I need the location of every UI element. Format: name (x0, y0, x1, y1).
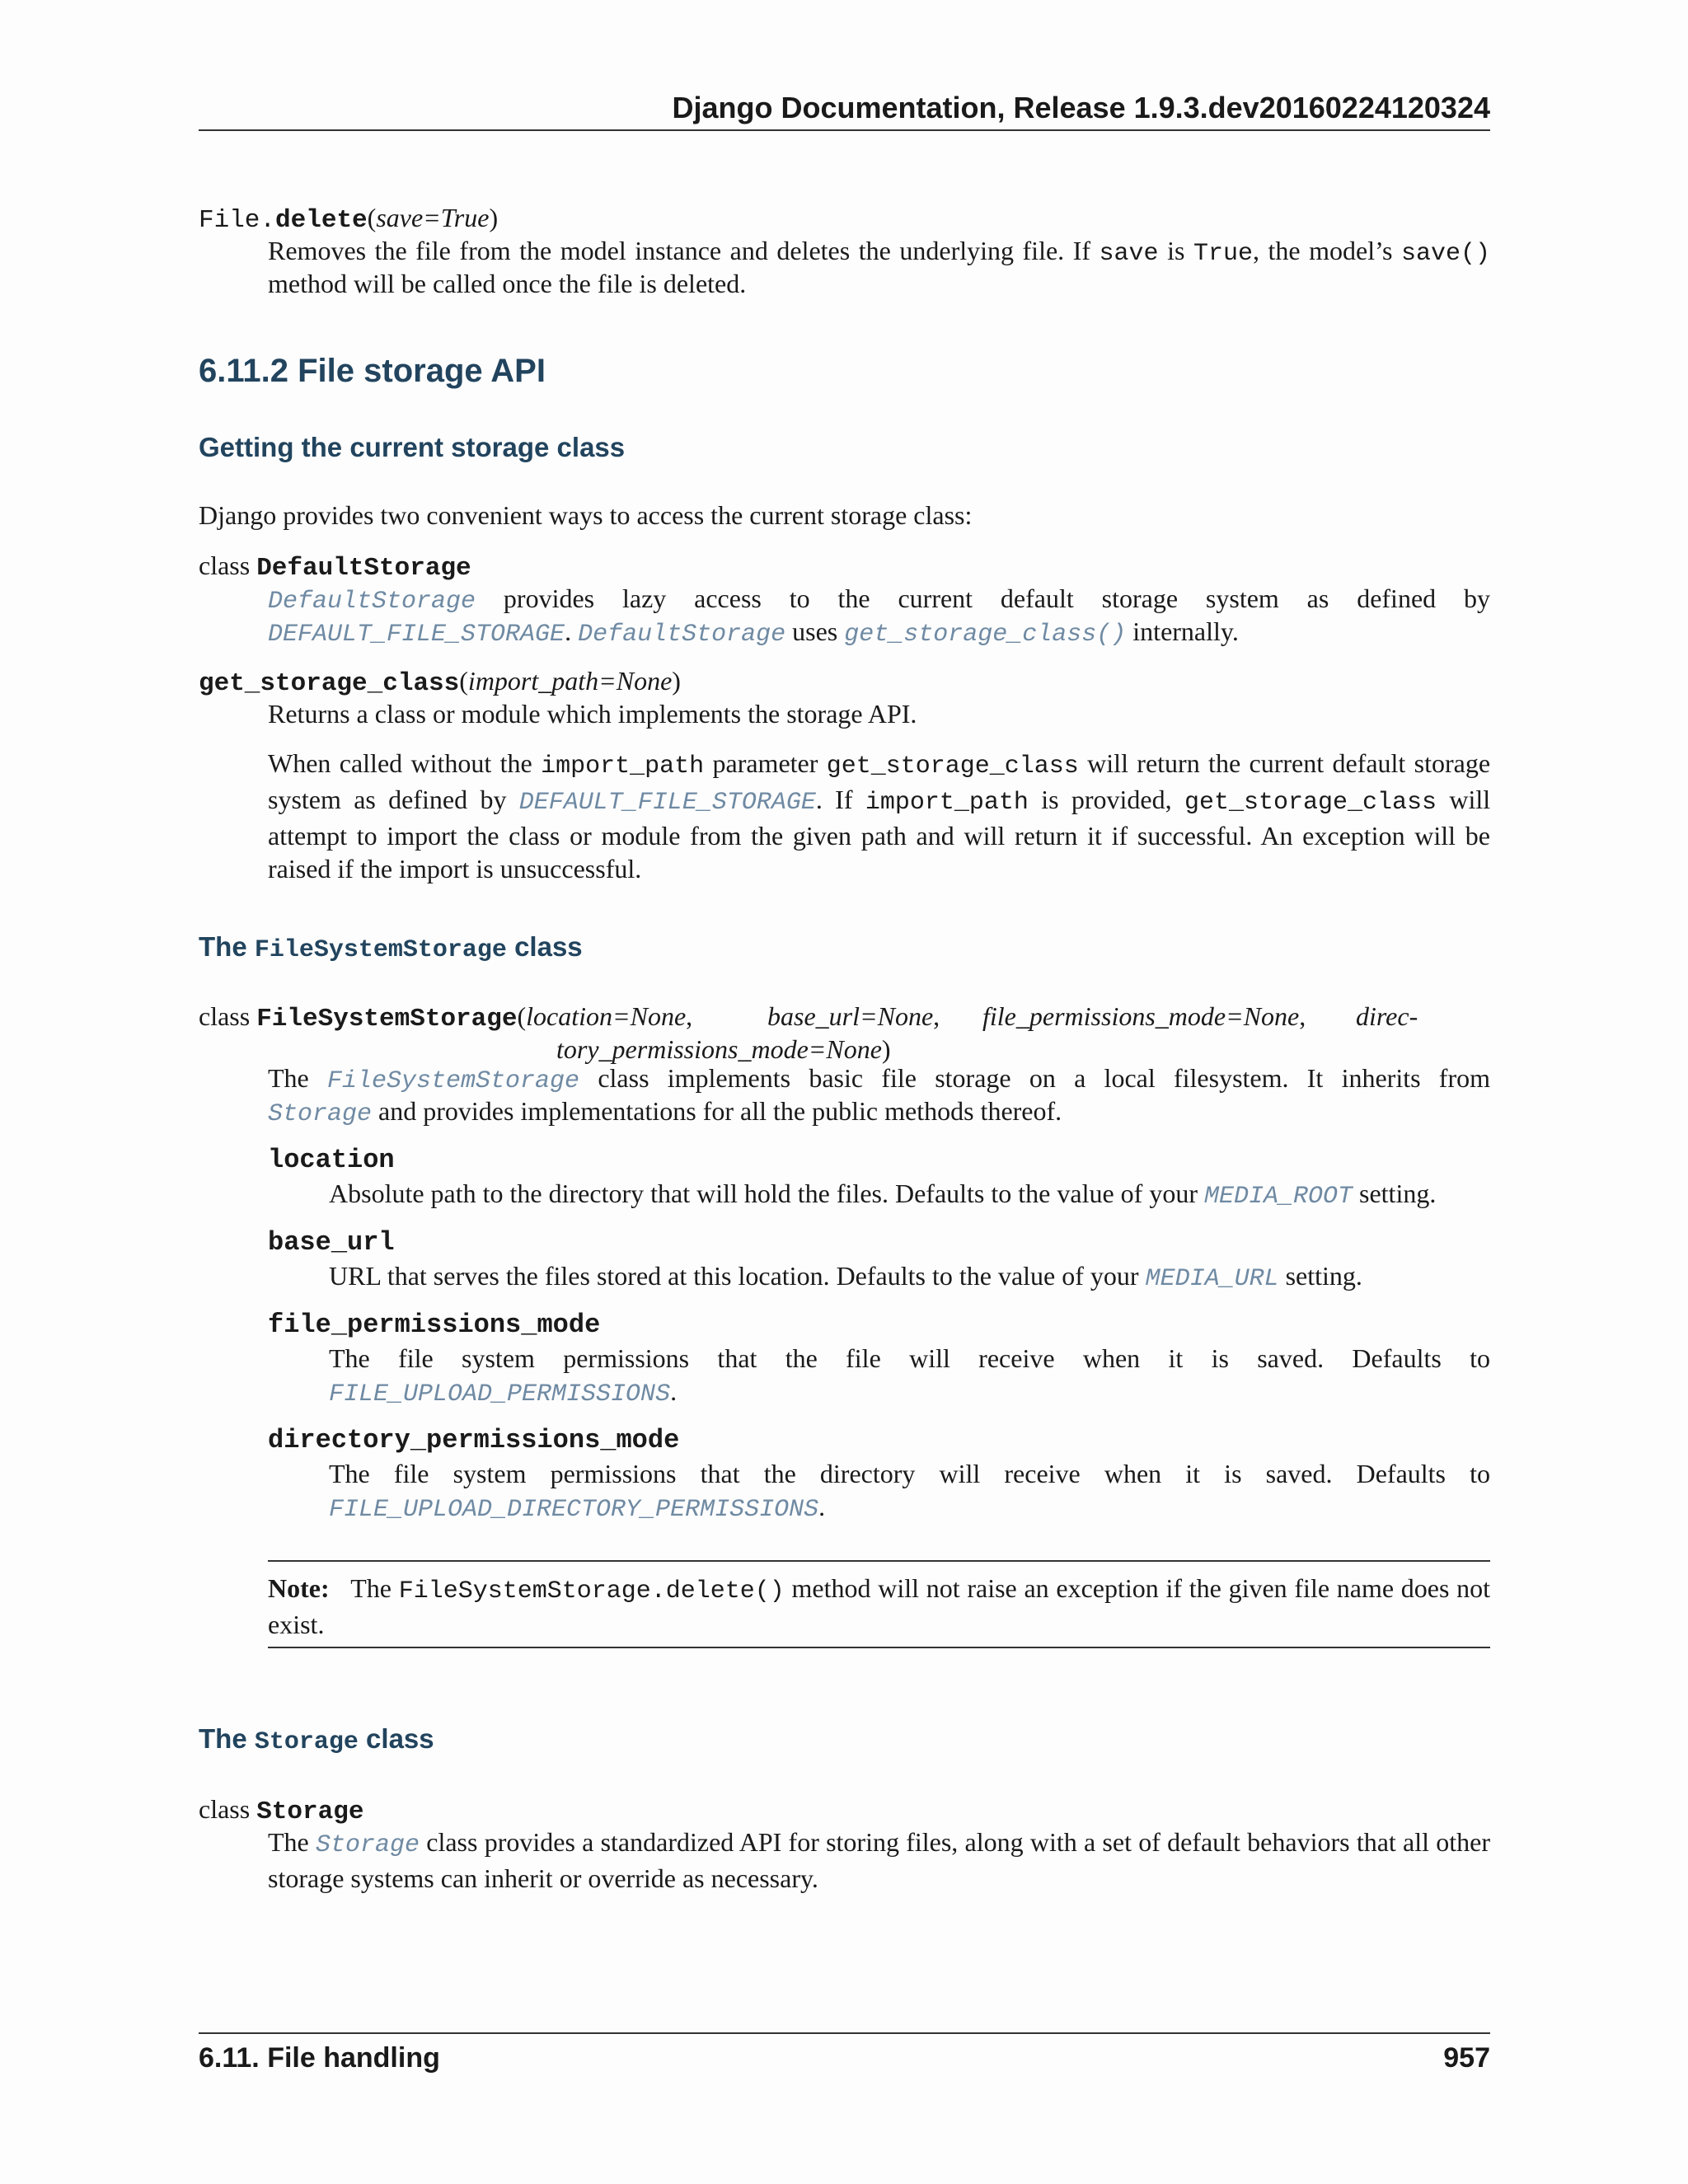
header-rule (199, 129, 1490, 131)
default-storage-description-line2: DEFAULT_FILE_STORAGE. DefaultStorage uses get_storage_class() internally. (268, 616, 1239, 649)
footer-rule (199, 2032, 1490, 2034)
get-storage-class-paragraph: When called without the import_path parameter get_storage_class will return the current default storage system as defined by DEFAULT_FILE_STORAGE. If import_path is provided, get_storage_class will attempt to import the class or module from the given path and will return it if successful. An exception will be raised if the import is unsuccessful. (268, 748, 1491, 883)
storage-signature: class Storage (199, 1794, 364, 1826)
link-get-storage-class[interactable]: get_storage_class() (844, 621, 1127, 649)
attr-location: location (268, 1145, 395, 1175)
file-delete-signature: File.delete(save=True) (199, 203, 499, 235)
note-label: Note: (268, 1573, 330, 1603)
subsection-current-storage: Getting the current storage class (199, 432, 626, 462)
link-default-file-storage-2[interactable]: DEFAULT_FILE_STORAGE (518, 789, 816, 817)
section-title: 6.11.2 File storage API (199, 353, 546, 389)
link-default-storage[interactable]: DefaultStorage (268, 588, 476, 616)
attr-base-url: base_url (268, 1227, 395, 1258)
page-number: 957 (1443, 2042, 1490, 2074)
link-storage-2[interactable]: Storage (315, 1831, 420, 1859)
attr-location-description: Absolute path to the directory that will hold the files. Defaults to the value of your MEDIA_ROOT setting. (329, 1179, 1437, 1211)
document-page: Django Documentation, Release 1.9.3.dev20160224120324 File.delete(save=True) Removes the file from the model instance and deletes the underlying file. If save is True, the model’s save() method will be called once the file is deleted. 6.11.2 File storage API Getting the current storage class Django provides two convenient ways to access the current storage class: class DefaultStorage DefaultStorage provides lazy access to the current default storage system as defined by DEFAULT_FILE_STORAGE. DefaultStorage uses get_storage_class() internally. get_storage_class(import_path=None) Returns a class or module which implements the storage API. When called without the import_path parameter get_storage_class will return the current default storage system as defined by DEFAULT_FILE_STORAGE. If import_path is provided, get_storage_class will attempt to import the class or module from the given path and will return it if successful. An exception will be raised if the import is unsuccessful. The FileSystemStorage class class FileSystemStorage(location=None, base_url=None, file_permissions_mode=None, direc- tory_permissions_mode=None) The FileSystemStorage class implements basic file storage on a local filesystem. It inherits from Storage and provides implementations for all the public methods thereof. location Absolute path to the directory that will hold the files. Defaults to the value of your MEDIA_ROOT setting. base_url URL that serves the files stored at this location. Defaults to the value of your MEDIA_URL setting. file_permissions_mode The file system permissions that the file will receive when it is saved. Defaults to FILE_UPLOAD_PERMISSIONS. directory_permissions_mode The file system permissions that the directory will receive when it is saved. Defaults to FILE_UPLOAD_DIRECTORY_PERMISSIONS. Note: The FileSystemStorage.delete() method will not raise an exception if the given file name does not exist. The Storage class class Storage The Storage class provides a standardized API for storing files, along with a set of default behaviors that all other storage systems can inherit or override as necessary. 6.11. File handling 957 (199, 91, 1491, 2074)
attr-base-url-description: URL that serves the files stored at this location. Defaults to the value of your MEDIA_URL setting. (329, 1261, 1362, 1293)
attr-file-permissions-description: The file system permissions that the file will receive when it is saved. Defaults to (329, 1343, 1490, 1373)
attr-directory-permissions-mode: directory_permissions_mode (268, 1425, 680, 1455)
link-file-upload-permissions[interactable]: FILE_UPLOAD_PERMISSIONS (329, 1380, 671, 1408)
link-file-upload-directory-permissions[interactable]: FILE_UPLOAD_DIRECTORY_PERMISSIONS (329, 1496, 819, 1524)
filesystemstorage-description-line2: Storage and provides implementations for all the public methods thereof. (268, 1096, 1062, 1128)
attr-file-permissions-mode: file_permissions_mode (268, 1310, 601, 1340)
file-delete-description: Removes the file from the model instance and deletes the underlying file. If save is True, the model’s save() (268, 236, 1491, 268)
storage-description: The Storage class provides a standardized API for storing files, along with a set of default behaviors that all other storage systems can inherit or override as necessary. (268, 1827, 1490, 1893)
link-media-root[interactable]: MEDIA_ROOT (1203, 1183, 1353, 1211)
note-top-rule (268, 1560, 1490, 1562)
file-delete-description-end: method will be called once the file is deleted. (268, 269, 747, 298)
footer-section: 6.11. File handling (199, 2042, 440, 2074)
file-delete-name: delete (275, 206, 368, 235)
note-line1: Note: The FileSystemStorage.delete() method will not raise an exception if the given file name does not exist. (268, 1573, 1491, 1639)
get-storage-class-signature: get_storage_class(import_path=None) (199, 666, 681, 698)
default-storage-description-line1: DefaultStorage provides lazy access to the current default storage system as defined by (268, 583, 1491, 616)
filesystemstorage-description-line1: The FileSystemStorage class implements basic file storage on a local filesystem. It inherits from (268, 1063, 1491, 1095)
link-default-file-storage[interactable]: DEFAULT_FILE_STORAGE (268, 621, 565, 649)
attr-directory-permissions-description: The file system permissions that the directory will receive when it is saved. Defaults to (329, 1459, 1490, 1488)
default-storage-signature: class DefaultStorage (199, 551, 471, 583)
current-storage-intro: Django provides two convenient ways to access the current storage class: (199, 500, 973, 530)
filesystemstorage-signature: class FileSystemStorage(location=None, (199, 1001, 693, 1033)
link-media-url[interactable]: MEDIA_URL (1145, 1265, 1279, 1293)
subsection-storage: The Storage class (199, 1723, 434, 1756)
link-default-storage-2[interactable]: DefaultStorage (578, 621, 786, 649)
get-storage-class-description: Returns a class or module which implements the storage API. (268, 699, 917, 729)
link-filesystemstorage[interactable]: FileSystemStorage (327, 1067, 580, 1095)
note-bottom-rule (268, 1647, 1490, 1648)
running-header: Django Documentation, Release 1.9.3.dev20160224120324 (672, 91, 1490, 124)
link-storage[interactable]: Storage (268, 1100, 373, 1128)
subsection-filesystemstorage: The FileSystemStorage class (199, 931, 583, 964)
